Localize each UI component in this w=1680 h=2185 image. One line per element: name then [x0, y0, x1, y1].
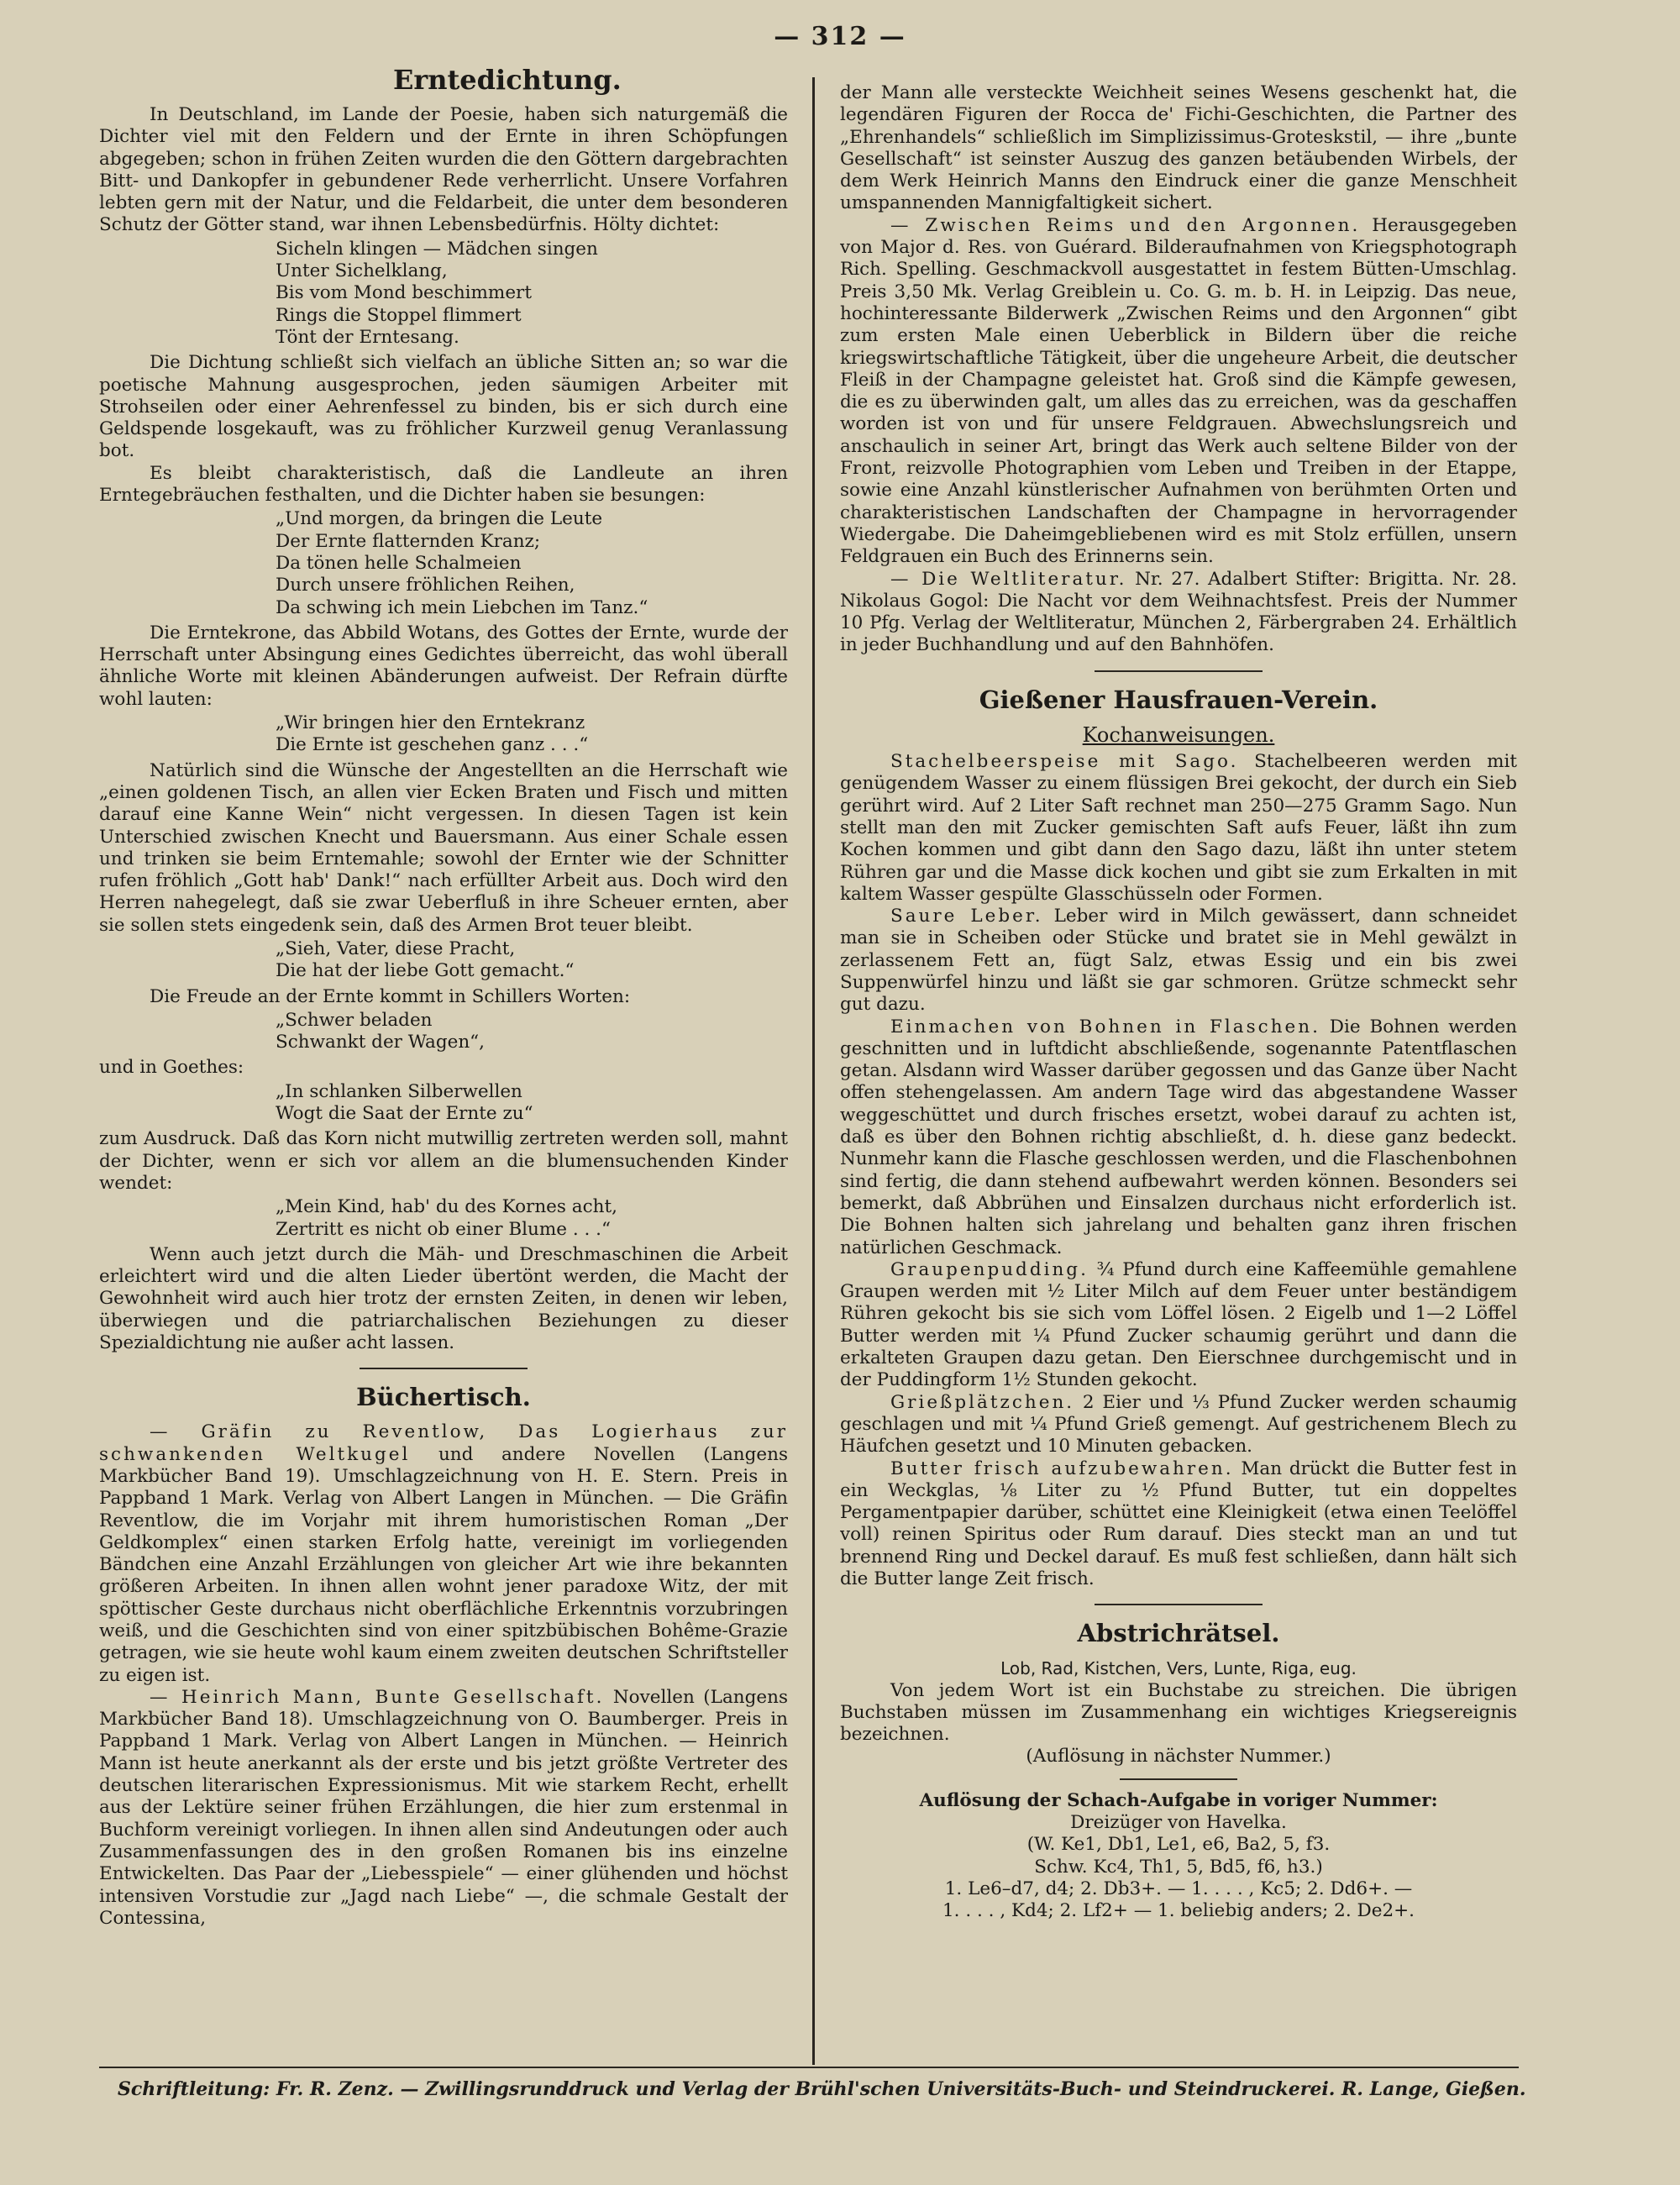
verse-line: „Und morgen, da bringen die Leute	[276, 508, 603, 530]
right-column	[840, 82, 1517, 2107]
books-title: Büchertisch.	[356, 1383, 531, 1412]
verse-line: Der Ernte flatternden Kranz;	[276, 530, 541, 552]
recipe-body: Stachelbeeren werden mit genügendem Wasser zu einem flüssigen Brei gekocht, der durch ein Sieb gerührt wird. Auf 2 Liter Saft rechnet man 250—275 Gramm Sago. Nun stellt man den mit Zucker gemischten Saft aufs Feuer, läßt ihn zum Kochen kommen und gibt dann den Sago dazu, läßt ihn unter stetem Rühren gar und die Masse dick kochen und gibt sie zum Erkalten in mit kaltem Wasser gespülte Glasschüsseln oder Formen.	[840, 751, 1517, 905]
verse-line: Die Ernte ist geschehen ganz . . .“	[276, 734, 589, 756]
recipe-body: 2 Eier und ⅓ Pfund Zucker werden schaumig geschlagen und mit ¼ Pfund Grieß gemengt. Auf gestrichenem Blech zu Häufchen gesetzt und 10 Minuten gebacken.	[840, 1391, 1517, 1458]
chess-black: Schw. Kc4, Th1, 5, Bd5, f6, h3.)	[1034, 1856, 1323, 1878]
chess-title: Auflösung der Schach-Aufgabe in voriger Nummer:	[919, 1789, 1438, 1811]
chess-line: 1. . . . , Kd4; 2. Lf2+ — 1. beliebig anders; 2. De2+.	[942, 1900, 1415, 1922]
paragraph: In Deutschland, im Lande der Poesie, haben sich naturgemäß die Dichter viel mit den Feldern und der Ernte in ihren Schöpfungen abgegeben; schon in frühen Zeiten wurden die den Göttern dargebrachten Bitt- und Dankopfer in gebundener Rede verherrlicht. Unsere Vorfahren lebten gern mit der Natur, und die Feldarbeit, die unter dem besonderen Schutz der Götter stand, war ihnen Lebensbedürfnis. Hölty dichtet:	[99, 104, 788, 236]
recipe-body: Leber wird in Milch gewässert, dann schneidet man sie in Scheiben oder Stücke und bratet sie in Mehl gewälzt in zerlassenem Fett an, fügt Salz, etwas Essig und ein bis zwei Suppenwürfel hinzu und läßt sie gar schmoren. Grütze schmeckt sehr gut dazu.	[840, 906, 1517, 1016]
review-head: — Heinrich Mann, Bunte Gesellschaft.	[150, 1686, 605, 1708]
review-body: und andere Novellen (Langens Markbücher Band 19). Umschlagzeichnung von H. E. Stern. Preis in Pappband 1 Mark. Verlag von Albert Langen in München. — Die Gräfin Reventlow, die im Vorjahr mit ihrem humoristischen Roman „Der Geldkomplex“ einen starken Erfolg hatte, vereinigt im vorliegenden Bändchen eine Anzahl Erzählungen von gleicher Art wie ihre bekannten größeren Arbeiten. In ihnen allen wohnt jener paradoxe Witz, der mit spöttischer Geste durchaus nicht oberflächliche Erkenntnis vorzubringen weiß, und die Geschichten sind von einer spitzbübischen Bohême-Grazie getragen, wie sie heute wohl kaum einem zweiten deutschen Schriftsteller zu eigen ist.	[99, 1443, 788, 1686]
poem-harvest	[276, 508, 788, 618]
review-head: — Gräfin zu Reventlow, Das Logierhaus zur schwankenden Weltkugel	[99, 1421, 788, 1465]
poem-refrain	[276, 712, 788, 757]
paragraph: Die Freude an der Ernte kommt in Schillers Worten:	[150, 985, 631, 1007]
riddle-solution-note: (Auflösung in nächster Nummer.)	[1026, 1746, 1331, 1767]
club-subtitle: Kochanweisungen.	[1082, 722, 1275, 747]
recipe-body: ¾ Pfund durch eine Kaffeemühle gemahlene Graupen werden mit ½ Liter Milch auf dem Feuer unter beständigem Rühren gekocht bis sie sich vom Löffel lösen. 2 Eigelb und 1—2 Löffel Butter werden mit ¼ Pfund Zucker schaumig gerührt und dann die erkalteten Graupen dazu getan. Den Eierschnee durchgemischt und in der Puddingform 1½ Stunden gekocht.	[840, 1258, 1517, 1391]
column-divider	[812, 77, 815, 2065]
review-body: Herausgegeben von Major d. Res. von Guérard. Bilderaufnahmen von Kriegsphotograph Rich. Spelling. Geschmackvoll ausgestattet in festem Bütten-Umschlag. Preis 3,50 Mk. Verlag Greiblein u. Co. G. m. b. H. in Leipzig. Das neue, hochinteressante Bilderwerk „Zwischen Reims und den Argonnen“ gibt zum ersten Male einen Ueberblick in Bildern über die reiche kriegswirtschaftliche Tätigkeit, über die ungeheure Arbeit, die deutscher Fleiß in der Champagne geleistet hat. Groß sind die Kämpfe gewesen, die es zu überwinden galt, um alles das zu erreichen, was da geschaffen worden ist von und für unsere Feldgrauen. Abwechslungsreich und anschaulich in seiner Art, bringt das Werk auch seltene Bilder von der Front, reizvolle Photographien vom Leben und Treiben in der Etappe, sowie eine Anzahl künstlerischer Aufnahmen von berühmten Orten und charakteristischen Landschaften der Champagne in hervorragender Wiedergabe. Die Daheimgebliebenen wird es mit Stolz erfüllen, unsern Feldgrauen ein Buch des Erinnerns sein.	[840, 214, 1517, 568]
verse-line: Zertritt es nicht ob einer Blume . . .“	[276, 1218, 611, 1240]
club-title: Gießener Hausfrauen-Verein.	[979, 685, 1378, 714]
recipe	[840, 1259, 1517, 1392]
recipe-head: Butter frisch aufzubewahren.	[890, 1458, 1234, 1479]
book-review	[99, 1687, 788, 1930]
verse-line: „Schwer beladen	[276, 1009, 433, 1031]
paragraph: Wenn auch jetzt durch die Mäh- und Dreschmaschinen die Arbeit erleichtert wird und die alten Lieder übertönt werden, die Macht der Gewohnheit wird auch hier trotz der ernsten Zeiten, in denen wir leben, überwiegen und die patriarchalischen Beziehungen zu dieser Spezialdichtung nie außer acht lassen.	[99, 1243, 788, 1354]
verse-line: „Wir bringen hier den Erntekranz	[276, 712, 585, 734]
paragraph: Es bleibt charakteristisch, daß die Landleute an ihren Erntegebräuchen festhalten, und die Dichter haben sie besungen:	[99, 462, 788, 507]
paragraph: zum Ausdruck. Daß das Korn nicht mutwillig zertreten werden soll, mahnt der Dichter, wenn er sich vor allem an die blumensuchenden Kinder wendet:	[99, 1128, 788, 1194]
verse-line: „Mein Kind, hab' du des Kornes acht,	[276, 1196, 617, 1218]
riddle-title: Abstrichrätsel.	[1077, 1619, 1280, 1648]
riddle-text: Von jedem Wort ist ein Buchstabe zu streichen. Die übrigen Buchstaben müssen im Zusammenhang ein wichtiges Kriegsereignis bezeichnen.	[840, 1679, 1517, 1746]
poem-child	[276, 1196, 788, 1241]
section-rule	[1120, 1778, 1237, 1780]
recipe-head: Graupenpudding.	[890, 1258, 1089, 1280]
verse-line: Die hat der liebe Gott gemacht.“	[276, 960, 575, 982]
verse-line: Da schwing ich mein Liebchen im Tanz.“	[276, 596, 648, 618]
paragraph: Natürlich sind die Wünsche der Angestellten an die Herrschaft wie „einen goldenen Tisch, an allen vier Ecken Braten und Fisch und mitten darauf eine Kanne Wein“ nicht vergessen. In diesen Tagen ist kein Unterschied zwischen Knecht und Bauersmann. Aus einer Schale essen und trinken sie beim Erntemahle; sowohl der Ernter wie der Schnitter rufen fröhlich „Gott hab' Dank!“ nach erfüllter Arbeit aus. Doch wird den Herren nahegelegt, daß sie zwar Ueberfluß in ihre Scheuer ernten, aber sie sollen stets eingedenk sein, daß des Armen Brot teuer bleibt.	[99, 759, 788, 936]
section-rule	[1095, 1604, 1263, 1605]
paragraph: Die Erntekrone, das Abbild Wotans, des Gottes der Ernte, wurde der Herrschaft unter Absingung eines Gedichtes überreicht, das wohl überall ähnliche Worte mit kleinen Abänderungen aufweist. Der Refrain dürfte wohl lauten:	[99, 622, 788, 710]
book-review	[99, 1421, 788, 1687]
verse-line: Bis vom Mond beschimmert	[276, 282, 532, 304]
chess-white: (W. Ke1, Db1, Le1, e6, Ba2, 5, f3.	[1026, 1834, 1331, 1856]
verse-line: Tönt der Erntesang.	[276, 326, 459, 348]
page-number: — 312 —	[774, 22, 906, 51]
review-body: Nr. 27. Adalbert Stifter: Brigitta. Nr. 28. Nikolaus Gogol: Die Nacht vor dem Weihnachtsfest. Preis der Nummer 10 Pfg. Verlag der Weltliteratur, München 2, Färbergraben 24. Erhältlich in jeder Buchhandlung und auf den Bahnhöfen.	[840, 568, 1517, 656]
imprint-footer: Schriftleitung: Fr. R. Zenz. — Zwillingsrunddruck und Verlag der Brühl'schen Universitäts-Buch- und Steindruckerei. R. Lange, Gießen.	[118, 2078, 1526, 2100]
recipe-body: Die Bohnen werden geschnitten und in luftdicht abschließende, sogenannte Patentflaschen getan. Alsdann wird Wasser darüber gegossen und das Ganze über Nacht offen stehengelassen. Am andern Tage wird das abgestandene Wasser weggeschüttet und durch frisches ersetzt, wobei darauf zu achten ist, daß es über den Bohnen richtig abschließt, d. h. diese ganz bedeckt. Nunmehr kann die Flasche geschlossen werden, und die Flaschenbohnen sind fertig, die dann stehend aufbewahrt werden können. Besonders sei bemerkt, daß Abbrühen und Einsalzen durchaus nicht erforderlich ist. Die Bohnen halten sich jahrelang und behalten ganz ihren frischen natürlichen Geschmack.	[840, 1016, 1517, 1258]
section-rule	[1095, 670, 1263, 672]
chess-subtitle: Dreizüger von Havelka.	[1070, 1812, 1287, 1834]
recipe-head: Stachelbeerspeise mit Sago.	[890, 751, 1239, 773]
book-review	[840, 215, 1517, 569]
paragraph: Die Dichtung schließt sich vielfach an übliche Sitten an; so war die poetische Mahnung ausgesprochen, jeden säumigen Arbeiter mit Strohseilen oder einer Aehrenfessel zu binden, bis er sich durch eine Geldspende losgekauft, was zu fröhlicher Kurzweil genug Veranlassung bot.	[99, 352, 788, 462]
poem-schiller	[276, 1010, 788, 1054]
recipe-head: Saure Leber.	[890, 906, 1043, 927]
review-head: — Zwischen Reims und den Argonnen.	[890, 214, 1361, 236]
chess-line: 1. Le6–d7, d4; 2. Db3+. — 1. . . . , Kc5; 2. Dd6+. —	[944, 1878, 1413, 1899]
recipe	[840, 1016, 1517, 1259]
left-column	[99, 66, 788, 2090]
verse-line: Wogt die Saat der Ernte zu“	[276, 1103, 533, 1125]
riddle-words: Lob, Rad, Kistchen, Vers, Lunte, Riga, eug.	[1000, 1658, 1357, 1679]
verse-line: „In schlanken Silberwellen	[276, 1080, 522, 1102]
recipe-head: Einmachen von Bohnen in Flaschen.	[890, 1016, 1320, 1037]
verse-line: Rings die Stoppel flimmert	[276, 304, 522, 326]
recipe	[840, 1392, 1517, 1458]
book-review	[840, 569, 1517, 657]
poem-goethe	[276, 1081, 788, 1126]
verse-line: „Sieh, Vater, diese Pracht,	[276, 938, 516, 959]
recipe	[840, 906, 1517, 1016]
review-head: — Die Weltliteratur.	[890, 568, 1127, 590]
verse-line: Sicheln klingen — Mädchen singen	[276, 238, 598, 260]
verse-line: Unter Sichelklang,	[276, 260, 448, 282]
recipe	[840, 1458, 1517, 1591]
verse-line: Durch unsere fröhlichen Reihen,	[276, 575, 575, 596]
recipe	[840, 751, 1517, 906]
verse-line: Schwankt der Wagen“,	[276, 1032, 485, 1053]
recipe-body: Man drückt die Butter fest in ein Weckglas, ⅛ Liter zu ½ Pfund Butter, tut ein doppeltes Pergamentpapier darüber, schüttet eine Kleinigkeit (etwa einen Teelöffel voll) reinen Spiritus oder Rum darauf. Dies steckt man an und tut brennend Ring und Deckel darauf. Es muß fest schließen, dann hält sich die Butter lange Zeit frisch.	[840, 1458, 1517, 1589]
article-title: Erntedichtung.	[393, 66, 622, 96]
footer-rule	[99, 2067, 1519, 2068]
poem-father	[276, 938, 788, 983]
recipe-head: Grießplätzchen.	[890, 1391, 1075, 1413]
review-body: Novellen (Langens Markbücher Band 18). Umschlagzeichnung von O. Baumberger. Preis in Pappband 1 Mark. Verlag von Albert Langen in München. — Heinrich Mann ist heute anerkannt als der erste und bis jetzt größte Vertreter des deutschen literarischen Expressionismus. Mit wie starkem Recht, erhellt aus der Lektüre seiner frühen Erzählungen, die hier zum erstenmal in Buchform vereinigt vorliegen. In ihnen allen sind Andeutungen oder auch Zusammenfassungen des in den großen Romanen bis ins einzelne Entwickelten. Das Paar der „Liebesspiele“ — einer glühenden und höchst intensiven Vorstudie zur „Jagd nach Liebe“ —, die schmale Gestalt der Contessina,	[99, 1686, 788, 1929]
section-rule	[360, 1368, 528, 1369]
poem-hoelty	[276, 239, 788, 349]
paragraph: der Mann alle versteckte Weichheit seines Wesens geschenkt hat, die legendären Figuren der Rocca de' Fichi-Geschichten, die Partner des „Ehrenhandels“ schließlich im Simplizissimus-Groteskstil, — ihre „bunte Gesellschaft“ ist seinster Auszug des ganzen betäubenden Wirbels, der dem Werk Heinrich Manns den Eindruck einer die ganze Menschheit umspannenden Mannigfaltigkeit sichert.	[840, 82, 1517, 214]
paragraph: und in Goethes:	[99, 1057, 244, 1079]
verse-line: Da tönen helle Schalmeien	[276, 552, 522, 574]
